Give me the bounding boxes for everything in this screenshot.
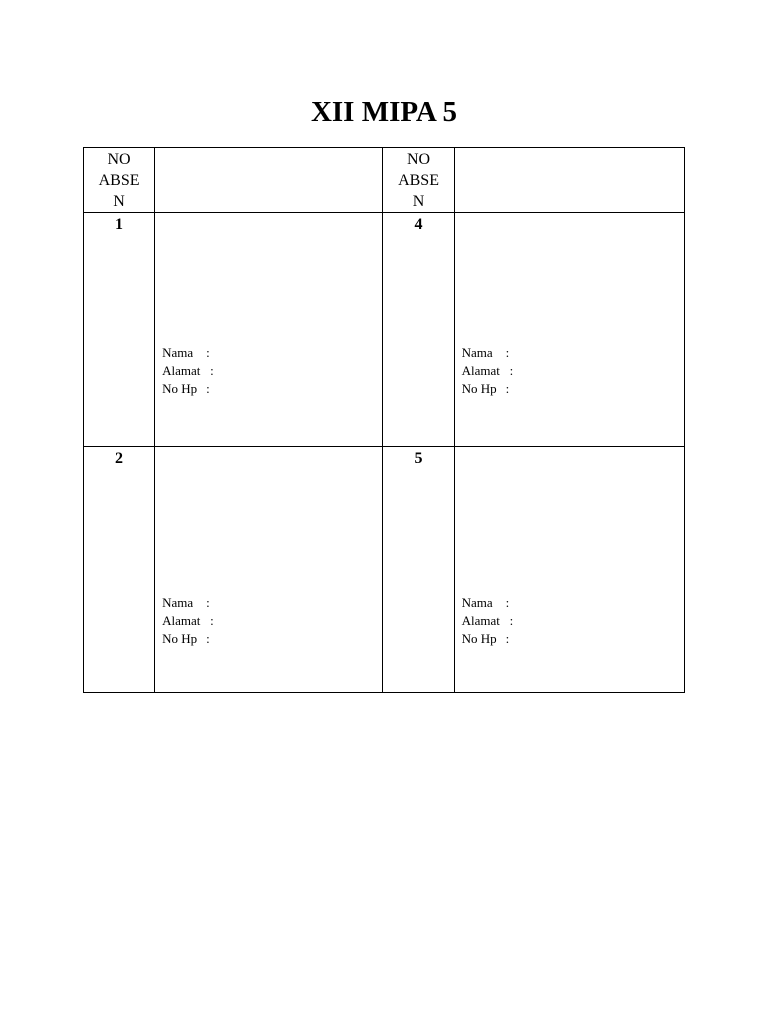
student-info-block — [162, 594, 214, 648]
alamat-line — [462, 362, 514, 380]
attendance-table — [83, 147, 685, 693]
nama-label: Nama — [162, 345, 194, 360]
nama-label: Nama — [162, 595, 194, 610]
header-no-absen-line3: N — [412, 193, 425, 210]
alamat-label: Alamat — [461, 363, 500, 378]
no-hp-label: No Hp — [461, 381, 497, 396]
absen-number: 1 — [84, 213, 155, 447]
no-hp-line — [462, 380, 514, 398]
separator: : — [505, 381, 510, 396]
nama-line — [462, 344, 514, 362]
student-info-block — [462, 344, 514, 398]
no-hp-line — [462, 630, 514, 648]
page-title: XII MIPA 5 — [310, 96, 458, 128]
separator: : — [509, 363, 514, 378]
header-no-absen-line2: ABSE — [398, 172, 439, 189]
no-hp-line — [162, 630, 214, 648]
absen-number: 2 — [84, 447, 155, 693]
header-blank-left — [155, 148, 383, 213]
separator: : — [505, 345, 510, 360]
separator: : — [210, 363, 214, 378]
student-info-cell — [454, 213, 684, 447]
separator: : — [210, 613, 214, 628]
separator: : — [509, 613, 514, 628]
student-info-cell — [454, 447, 684, 693]
absen-number: 5 — [383, 447, 454, 693]
table-row — [84, 213, 685, 447]
alamat-label: Alamat — [162, 363, 201, 378]
header-no-absen-line1: NO — [406, 151, 431, 168]
student-info-cell — [155, 447, 383, 693]
nama-line — [162, 594, 214, 612]
table-row — [84, 447, 685, 693]
alamat-line — [162, 612, 214, 630]
alamat-label: Alamat — [461, 613, 500, 628]
alamat-line — [162, 362, 214, 380]
header-no-absen-line2: ABSE — [98, 172, 140, 189]
header-no-absen-line3: N — [113, 193, 125, 210]
header-no-absen-line1: NO — [107, 151, 131, 168]
separator: : — [505, 595, 510, 610]
no-hp-label: No Hp — [461, 631, 497, 646]
header-no-absen-right — [383, 148, 454, 213]
separator: : — [206, 631, 210, 646]
separator: : — [505, 631, 510, 646]
header-no-absen-left — [84, 148, 155, 213]
no-hp-line — [162, 380, 214, 398]
separator: : — [206, 381, 210, 396]
nama-line — [162, 344, 214, 362]
alamat-label: Alamat — [162, 613, 201, 628]
nama-label: Nama — [461, 345, 493, 360]
student-info-block — [462, 594, 514, 648]
nama-line — [462, 594, 514, 612]
separator: : — [206, 345, 210, 360]
student-info-block — [162, 344, 214, 398]
absen-number: 4 — [383, 213, 454, 447]
header-blank-right — [454, 148, 684, 213]
no-hp-label: No Hp — [162, 381, 198, 396]
no-hp-label: No Hp — [162, 631, 198, 646]
table-header-row — [84, 148, 685, 213]
separator: : — [206, 595, 210, 610]
alamat-line — [462, 612, 514, 630]
student-info-cell — [155, 213, 383, 447]
nama-label: Nama — [461, 595, 493, 610]
